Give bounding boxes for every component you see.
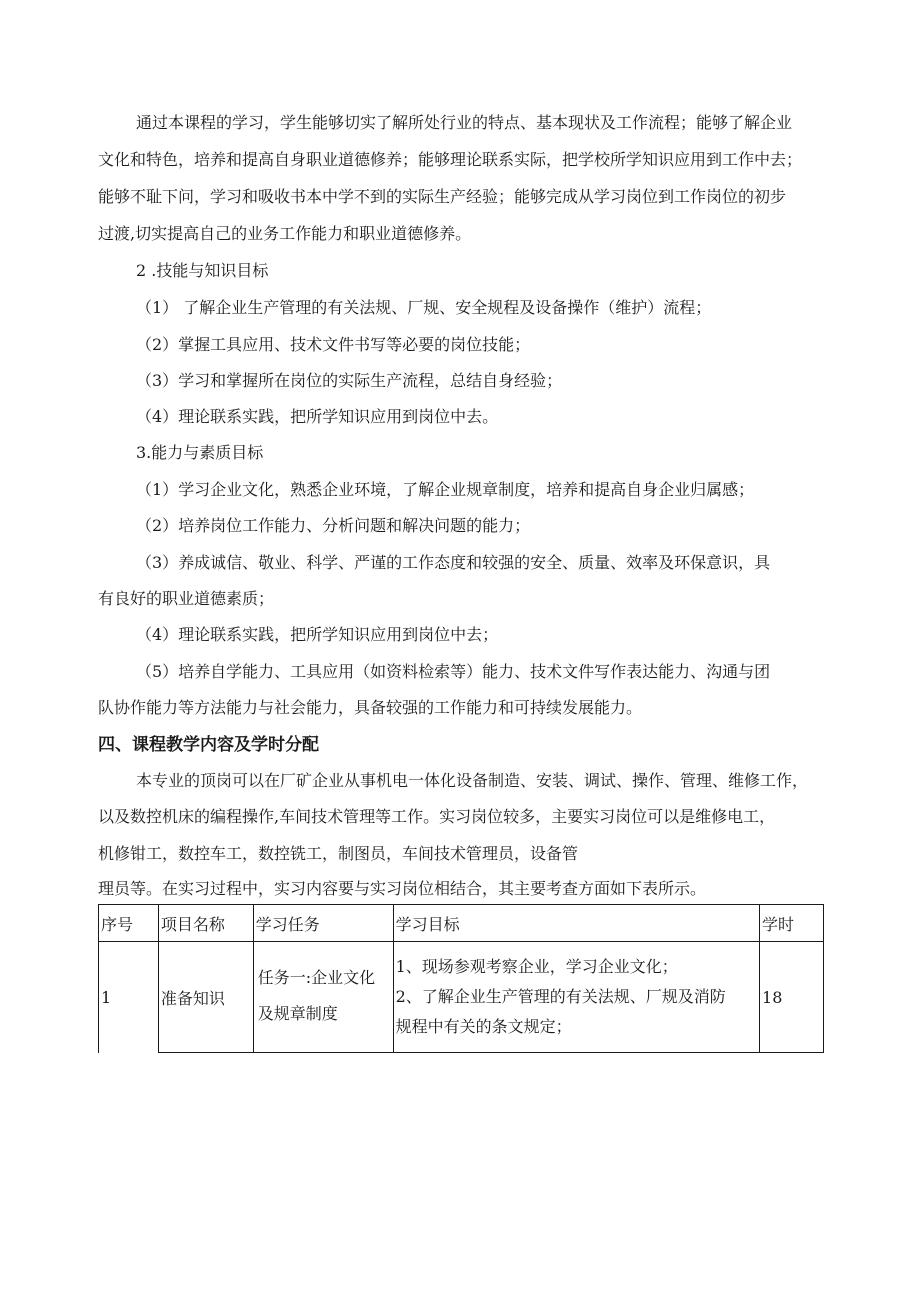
section3-item: （5）培养自学能力、工具应用（如资料检索等）能力、技术文件写作表达能力、沟通与团 (136, 662, 771, 681)
header-task: 学习任务 (253, 905, 393, 942)
section3-item-continued: 队协作能力等方法能力与社会能力，具备较强的工作能力和可持续发展能力。 (98, 698, 643, 717)
task-line: 及规章制度 (257, 1004, 338, 1023)
header-goal: 学习目标 (393, 905, 759, 942)
section2-item: （4）理论联系实践，把所学知识应用到岗位中去。 (136, 407, 499, 426)
intro-line-2: 文化和特色，培养和提高自身职业道德修养；能够理论联系实际，把学校所学知识应用到工作中去； (98, 150, 803, 169)
course-content-table (98, 904, 824, 1053)
header-no: 序号 (99, 905, 159, 942)
section3-item: （3）养成诚信、敬业、科学、严谨的工作态度和较强的安全、质量、效率及环保意识，具 (136, 553, 771, 572)
header-hours: 学时 (760, 905, 824, 942)
section4-paragraph-line: 以及数控机床的编程操作,车间技术管理等工作。实习岗位较多，主要实习岗位可以是维修电工， (98, 807, 776, 826)
section4-paragraph-line: 理员等。在实习过程中，实习内容要与实习岗位相结合，其主要考查方面如下表所示。 (98, 879, 707, 898)
intro-line-1: 通过本课程的学习，学生能够切实了解所处行业的特点、基本现状及工作流程；能够了解企业 (136, 113, 793, 132)
goal-line: 规程中有关的条文规定； (395, 1017, 572, 1036)
table-header-row (99, 905, 824, 942)
cell-goal (393, 942, 759, 1053)
section4-paragraph-line: 本专业的顶岗可以在厂矿企业从事机电一体化设备制造、安装、调试、操作、管理、维修工作， (136, 771, 809, 790)
section3-title: 3.能力与素质目标 (136, 443, 264, 462)
table-row (99, 942, 824, 1053)
section2-item: （3）学习和掌握所在岗位的实际生产流程，总结自身经验； (136, 371, 563, 390)
intro-line-3: 能够不耻下问，学习和吸收书本中学不到的实际生产经验；能够完成从学习岗位到工作岗位的初步 (98, 187, 787, 206)
header-project: 项目名称 (158, 905, 253, 942)
section3-item-continued: 有良好的职业道德素质； (98, 589, 275, 608)
section3-item: （1）学习企业文化，熟悉企业环境，了解企业规章制度，培养和提高自身企业归属感； (136, 480, 755, 499)
goal-line: 2、了解企业生产管理的有关法规、厂规及消防 (395, 987, 726, 1006)
section3-item: （2）培养岗位工作能力、分析问题和解决问题的能力； (136, 516, 531, 535)
cell-no: 1 (99, 942, 159, 1053)
section4-title: 四、课程教学内容及学时分配 (98, 735, 319, 755)
section2-item: （2）掌握工具应用、技术文件书写等必要的岗位技能； (136, 335, 531, 354)
cell-task (253, 942, 393, 1053)
section2-item: （1） 了解企业生产管理的有关法规、厂规、安全规程及设备操作（维护）流程； (136, 298, 712, 317)
cell-project: 准备知识 (158, 942, 253, 1053)
section2-title: 2 .技能与知识目标 (136, 261, 269, 280)
task-line: 任务一:企业文化 (257, 968, 376, 987)
cell-hours: 18 (760, 942, 824, 1053)
section4-paragraph-line: 机修钳工，数控车工，数控铣工，制图员，车间技术管理员，设备管 (98, 844, 579, 863)
intro-line-4: 过渡,切实提高自己的业务工作能力和职业道德修养。 (98, 224, 472, 243)
goal-line: 1、现场参观考察企业，学习企业文化； (395, 957, 678, 976)
section3-item: （4）理论联系实践，把所学知识应用到岗位中去； (136, 625, 499, 644)
